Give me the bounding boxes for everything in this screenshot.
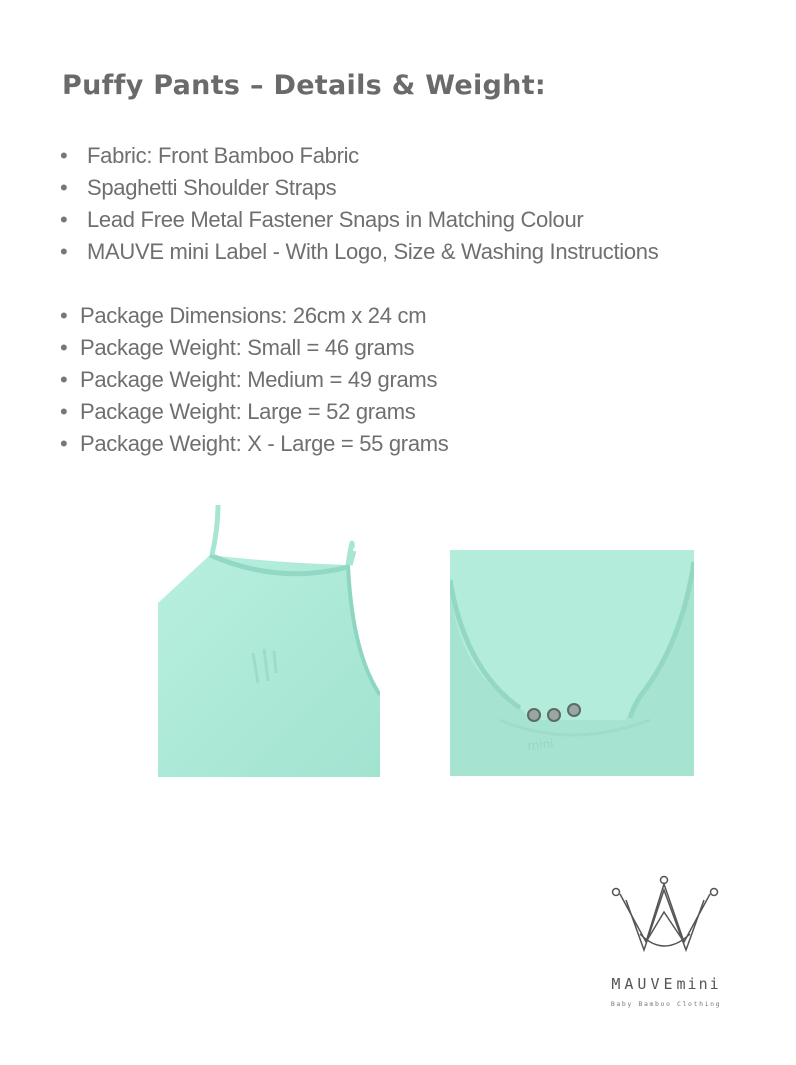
bullet-icon: • — [60, 239, 68, 264]
brand-tagline: Baby Bamboo Clothing — [610, 1000, 722, 1008]
list-item — [60, 364, 449, 396]
bodysuit-snaps-photo — [450, 550, 694, 776]
package-list — [60, 300, 449, 460]
bullet-icon: • — [60, 207, 68, 232]
list-item — [60, 332, 449, 364]
list-item — [60, 204, 658, 236]
bullet-icon: • — [60, 175, 68, 200]
list-item-text: Fabric: Front Bamboo Fabric — [87, 143, 359, 168]
brand-name — [594, 975, 738, 993]
list-item — [60, 172, 658, 204]
brand-name-sub: mini — [676, 975, 721, 993]
bodysuit-straps-photo — [158, 503, 380, 777]
list-item — [60, 396, 449, 428]
list-item-text: Lead Free Metal Fastener Snaps in Matching Colour — [87, 207, 584, 232]
list-item — [60, 140, 658, 172]
bullet-icon: • — [60, 399, 68, 424]
list-item — [60, 236, 658, 268]
bullet-icon: • — [60, 335, 68, 360]
bullet-icon: • — [60, 303, 68, 328]
brand-name-main: MAUVE — [611, 975, 677, 993]
bullet-icon: • — [60, 431, 68, 456]
list-item-text: Package Weight: Large = 52 grams — [80, 399, 416, 424]
list-item-text: Spaghetti Shoulder Straps — [87, 175, 337, 200]
list-item-text: Package Weight: X - Large = 55 grams — [80, 431, 449, 456]
page-title: Puffy Pants – Details & Weight: — [62, 70, 547, 101]
list-item-text: Package Weight: Small = 46 grams — [80, 335, 415, 360]
features-list — [60, 140, 658, 268]
list-item-text: Package Weight: Medium = 49 grams — [80, 367, 438, 392]
list-item — [60, 300, 449, 332]
bullet-icon: • — [60, 143, 68, 168]
bullet-icon: • — [60, 367, 68, 392]
list-item-text: MAUVE mini Label - With Logo, Size & Washing Instructions — [87, 239, 659, 264]
list-item-text: Package Dimensions: 26cm x 24 cm — [80, 303, 427, 328]
list-item — [60, 428, 449, 460]
svg-text:mini: mini — [526, 736, 555, 753]
